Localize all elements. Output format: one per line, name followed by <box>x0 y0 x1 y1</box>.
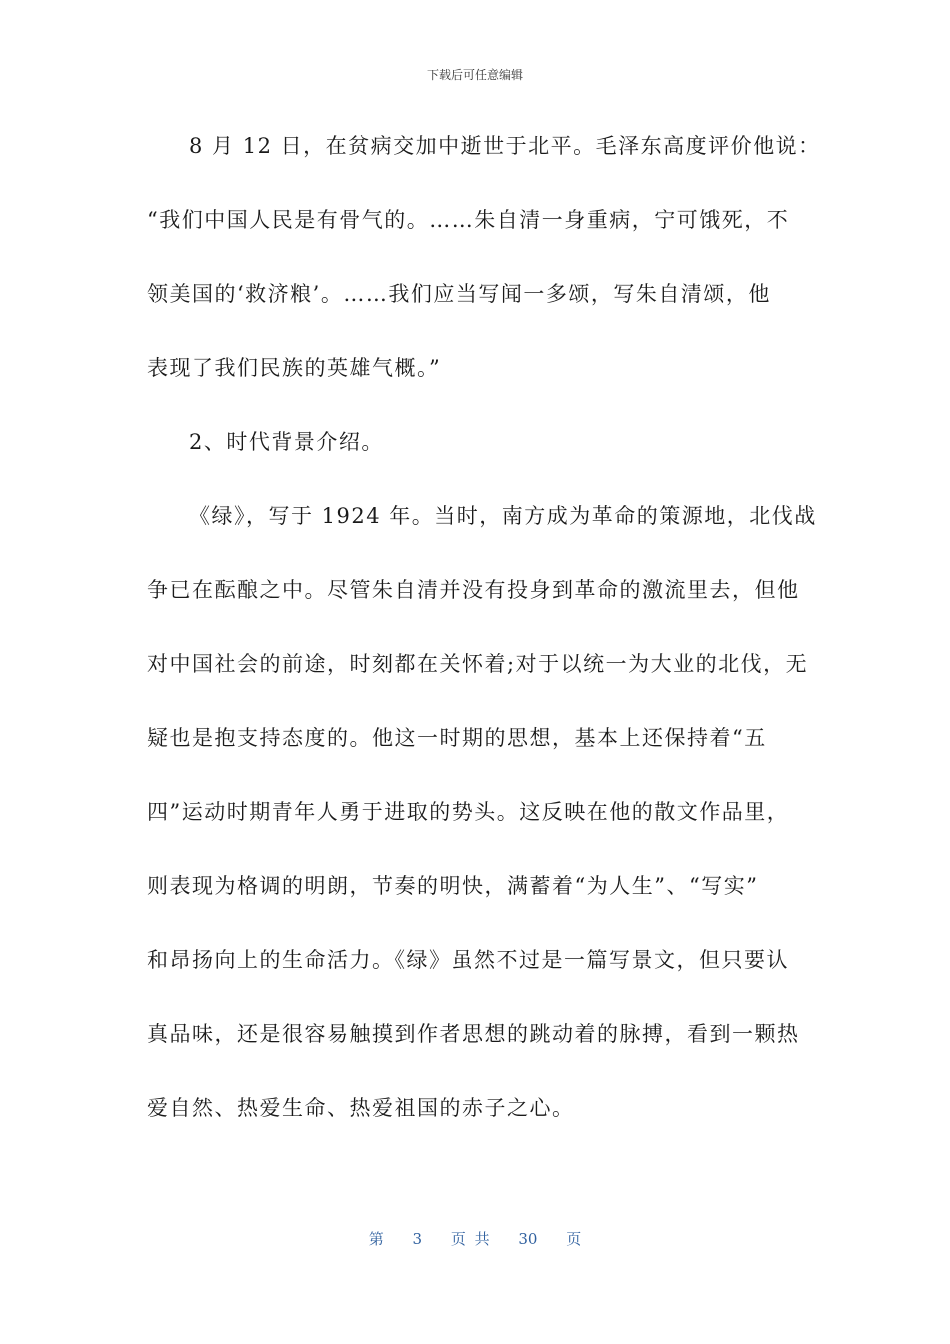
footer-middle: 页 共 <box>450 1230 490 1248</box>
text-line: 《绿》，写于 1924 年。当时，南方成为革命的策源地，北伐战 <box>189 504 817 528</box>
text-line: 和昂扬向上的生命活力。《绿》虽然不过是一篇写景文，但只要认 <box>147 948 789 972</box>
text-line: 四”运动时期青年人勇于进取的势头。这反映在他的散文作品里， <box>147 800 790 824</box>
text-line: 表现了我们民族的英雄气概。” <box>147 356 442 380</box>
footer-total-pages: 30 <box>518 1230 538 1248</box>
text-line: 则表现为格调的明朗，节奏的明快，满蓄着“为人生”、“写实” <box>147 874 759 898</box>
document-body <box>147 128 821 1164</box>
footer-suffix: 页 <box>566 1230 582 1248</box>
footer-current-page: 3 <box>412 1230 423 1248</box>
text-line: 爱自然、热爱生命、热爱祖国的赤子之心。 <box>147 1096 575 1120</box>
page-header: 下载后可任意编辑 <box>426 68 523 82</box>
text-line: 疑也是抱支持态度的。他这一时期的思想，基本上还保持着“五 <box>147 726 767 750</box>
footer-prefix: 第 <box>368 1230 384 1248</box>
text-line: 对中国社会的前途，时刻都在关怀着;对于以统一为大业的北伐，无 <box>147 652 809 676</box>
text-line: 领美国的‘救济粮’。……我们应当写闻一多颂，写朱自清颂，他 <box>147 282 771 306</box>
text-line: 真品味，还是很容易触摸到作者思想的跳动着的脉搏，看到一颗热 <box>147 1022 800 1046</box>
text-line: 8 月 12 日，在贫病交加中逝世于北平。毛泽东高度评价他说： <box>189 134 821 158</box>
text-line: 争已在酝酿之中。尽管朱自清并没有投身到革命的激流里去，但他 <box>147 578 800 602</box>
page-footer <box>0 1228 950 1249</box>
text-line: “我们中国人民是有骨气的。……朱自清一身重病，宁可饿死，不 <box>147 208 790 232</box>
text-line: 2、时代背景介绍。 <box>189 430 384 454</box>
